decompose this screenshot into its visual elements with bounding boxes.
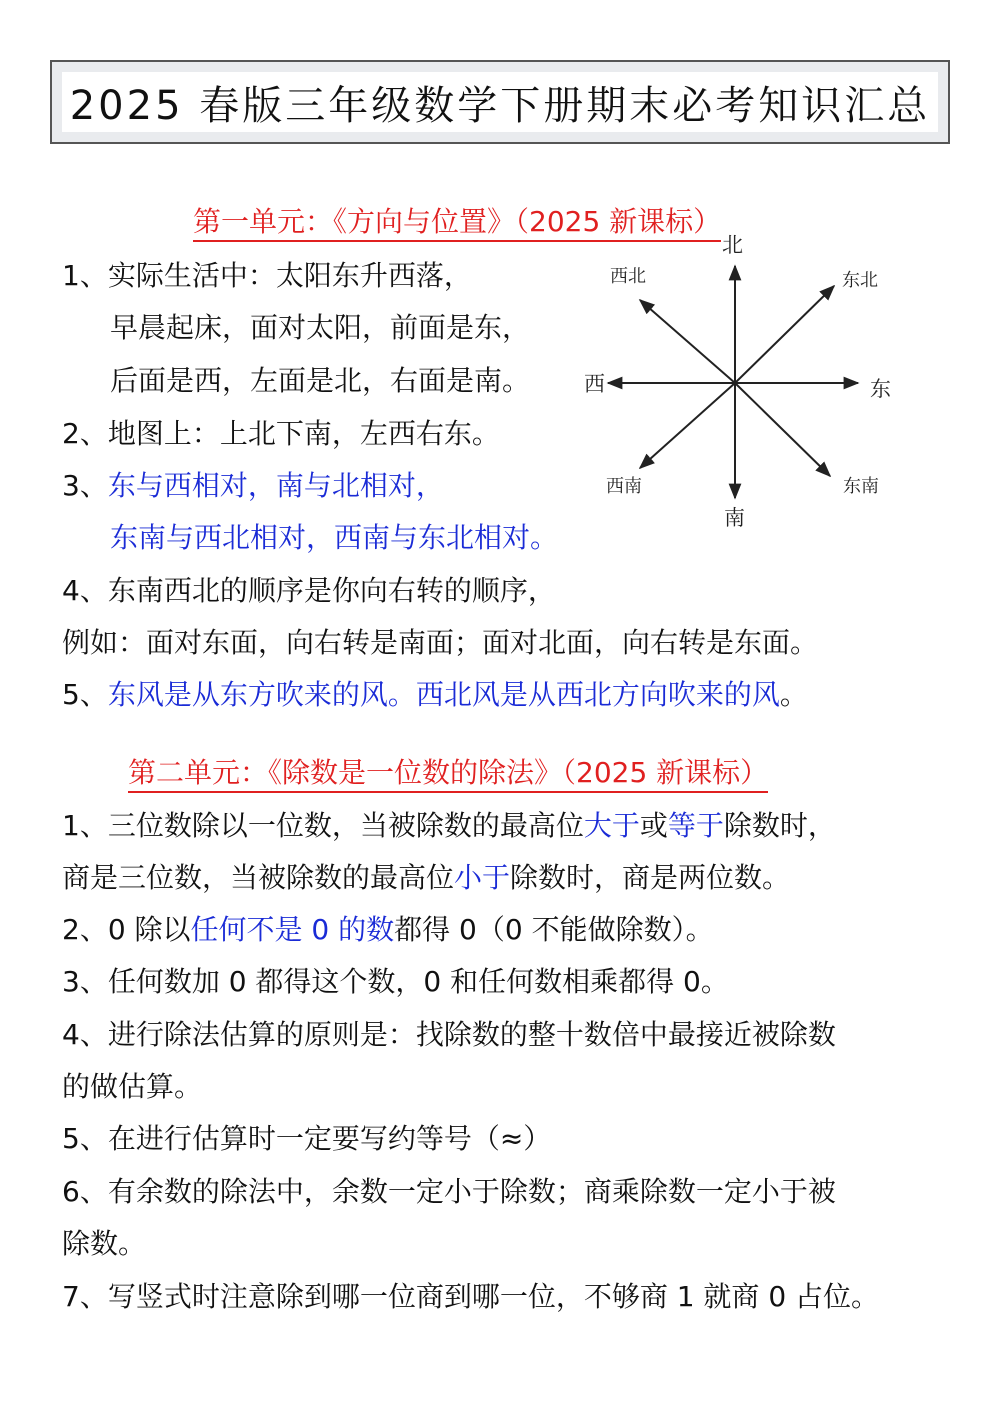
unit1-item3-line2: 东南与西北相对，西南与东北相对。	[110, 521, 559, 554]
arrow-southeast	[735, 383, 830, 476]
unit2-item6-line2: 除数。	[62, 1227, 147, 1260]
unit1-item1-line2: 早晨起床，面对太阳，前面是东，	[110, 311, 531, 344]
label-south: 南	[724, 506, 745, 530]
page-title: 2025 春版三年级数学下册期末必考知识汇总	[69, 82, 931, 129]
compass-diagram	[584, 228, 910, 538]
label-northeast: 东北	[842, 270, 878, 291]
unit2-item3: 3、任何数加 0 都得这个数，0 和任何数相乘都得 0。	[62, 965, 729, 998]
unit1-item3-number: 3、	[62, 469, 108, 502]
unit1-heading: 第一单元：《方向与位置》（2025 新课标）	[193, 204, 721, 242]
label-north: 北	[722, 233, 743, 257]
unit2-item4-line2: 的做估算。	[62, 1070, 203, 1103]
unit2-item7: 7、写竖式时注意除到哪一位商到哪一位，不够商 1 就商 0 占位。	[62, 1280, 880, 1313]
unit1-item4-line2: 例如：面对东面，向右转是南面；面对北面，向右转是东面。	[62, 626, 819, 659]
unit1-item5-end: 。	[779, 678, 808, 711]
unit2-item2	[62, 912, 714, 948]
unit2-item4-line1: 4、进行除法估算的原则是：找除数的整十数倍中最接近被除数	[62, 1018, 836, 1051]
arrow-southwest	[640, 383, 735, 468]
label-west: 西	[584, 372, 605, 396]
unit1-item2: 2、地图上：上北下南，左西右东。	[62, 417, 500, 450]
unit2-item2-text-c: 都得 0（0 不能做除数）。	[394, 913, 714, 946]
unit1-item5-number: 5、	[62, 678, 108, 711]
unit1-item5-highlight: 东风是从东方吹来的风。西北风是从西北方向吹来的风	[107, 678, 780, 711]
unit2-item1-line2	[62, 860, 790, 896]
title-box	[50, 60, 950, 144]
unit2-item5: 5、在进行估算时一定要写约等号（≈）	[62, 1122, 552, 1155]
unit2-item2-highlight: 任何不是 0 的数	[190, 913, 395, 946]
unit1-item5	[62, 677, 808, 713]
unit2-item2-text-a: 2、0 除以	[62, 913, 191, 946]
unit2-item1-text-a: 1、三位数除以一位数，当被除数的最高位	[62, 809, 584, 842]
label-southwest: 西南	[606, 476, 642, 497]
unit2-item1-less: 小于	[454, 861, 511, 894]
label-east: 东	[870, 377, 891, 401]
unit1-item4-line1: 4、东南西北的顺序是你向右转的顺序，	[62, 574, 556, 607]
unit1-item1-line1: 1、实际生活中：太阳东升西落，	[62, 259, 472, 292]
unit2-item1-text-h: 除数时，商是两位数。	[510, 861, 791, 894]
unit1-item3-highlight1: 东与西相对，南与北相对，	[107, 469, 444, 502]
unit2-item1-greater: 大于	[583, 809, 640, 842]
label-northwest: 西北	[610, 266, 646, 287]
unit2-item1-text-f: 商是三位数，当被除数的最高位	[62, 861, 455, 894]
unit1-item1-line3: 后面是西，左面是北，右面是南。	[110, 364, 531, 397]
arrow-northeast	[735, 286, 834, 383]
label-southeast: 东南	[843, 476, 879, 497]
title-inner	[62, 72, 938, 132]
unit2-heading: 第二单元：《除数是一位数的除法》（2025 新课标）	[128, 755, 768, 793]
unit2-item1-equal: 等于	[667, 809, 724, 842]
unit2-item1-text-e: 除数时，	[723, 809, 836, 842]
unit2-item1-or: 或	[639, 809, 668, 842]
unit2-item1-line1	[62, 808, 836, 844]
unit1-item3-line1	[62, 468, 444, 504]
arrow-northwest	[640, 300, 735, 383]
unit2-item6-line1: 6、有余数的除法中，余数一定小于除数；商乘除数一定小于被	[62, 1175, 836, 1208]
